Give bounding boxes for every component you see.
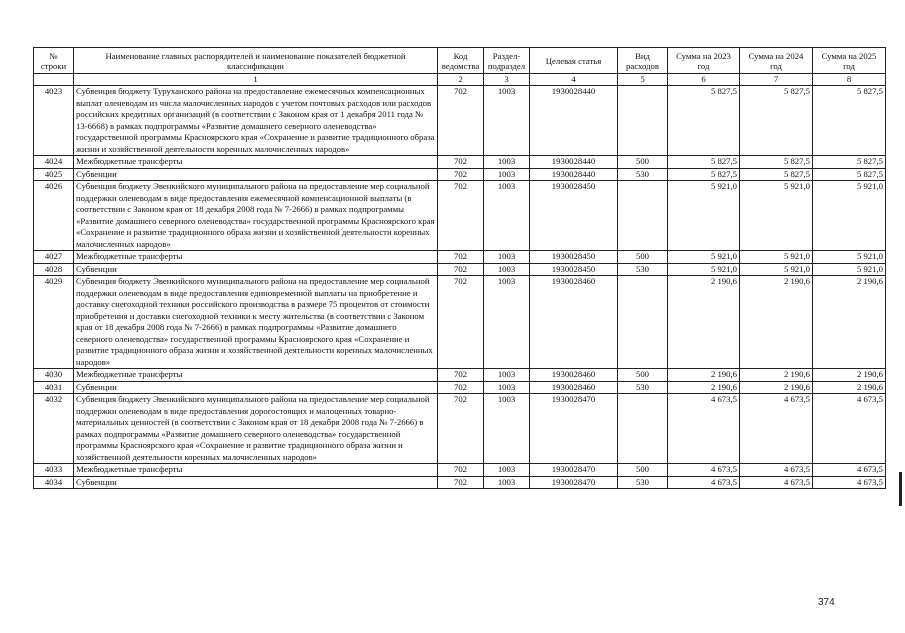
sum-2023-cell: 5 827,5 <box>668 156 740 169</box>
sum-2024-cell: 4 673,5 <box>740 394 813 464</box>
scan-edge-mark <box>899 472 902 506</box>
sum-2025-cell: 2 190,6 <box>813 381 886 394</box>
expense-type-cell: 500 <box>618 156 668 169</box>
table-row <box>34 156 886 169</box>
table-row <box>34 381 886 394</box>
row-name-cell: Субвенция бюджету Туруханского района на предоставление ежемесячных компенсационных выплат оленеводам из числа малочисленных народов с учетом почтовых расходов или расходов российских кредитных организаций (в соответствии с Законом края от 1 декабря 2011 года № 13-6668) в рамках подпрограммы «Развитие домашнего северного оленеводства» государственной программы Красноярского края «Сохранение и развитие традиционного образа жизни и хозяйственной деятельности коренных малочисленных народов» <box>74 86 438 156</box>
row-number-cell: 4031 <box>34 381 74 394</box>
row-number-cell: 4026 <box>34 181 74 251</box>
expense-type-cell: 530 <box>618 381 668 394</box>
row-number-cell: 4029 <box>34 276 74 369</box>
row-number-cell: 4032 <box>34 394 74 464</box>
department-code-cell: 702 <box>438 181 484 251</box>
section-code-cell: 1003 <box>484 369 530 382</box>
section-code-cell: 1003 <box>484 181 530 251</box>
expense-type-cell: 500 <box>618 251 668 264</box>
target-article-cell: 1930028460 <box>530 381 618 394</box>
sum-2023-cell: 2 190,6 <box>668 369 740 382</box>
target-article-cell: 1930028450 <box>530 251 618 264</box>
row-number-cell: 4023 <box>34 86 74 156</box>
sum-2025-cell: 4 673,5 <box>813 476 886 489</box>
department-code-cell: 702 <box>438 464 484 477</box>
row-number-cell: 4033 <box>34 464 74 477</box>
row-name-cell: Межбюджетные трансферты <box>74 251 438 264</box>
table-body <box>34 86 886 489</box>
sum-2023-cell: 5 921,0 <box>668 251 740 264</box>
sum-2025-cell: 4 673,5 <box>813 464 886 477</box>
row-number-cell: 4027 <box>34 251 74 264</box>
header-name: Наименование главных распорядителей и наименование показателей бюджетной классификации <box>74 48 438 74</box>
sum-2023-cell: 5 921,0 <box>668 181 740 251</box>
header-sum-2025: Сумма на 2025 год <box>813 48 886 74</box>
row-name-cell: Субвенции <box>74 263 438 276</box>
table-row <box>34 394 886 464</box>
expense-type-cell <box>618 86 668 156</box>
table-row <box>34 263 886 276</box>
sum-2023-cell: 4 673,5 <box>668 394 740 464</box>
row-number-cell: 4034 <box>34 476 74 489</box>
section-code-cell: 1003 <box>484 156 530 169</box>
table-row <box>34 476 886 489</box>
expense-type-cell: 530 <box>618 263 668 276</box>
sum-2025-cell: 5 921,0 <box>813 263 886 276</box>
row-number-cell: 4024 <box>34 156 74 169</box>
column-number <box>34 74 74 86</box>
section-code-cell: 1003 <box>484 263 530 276</box>
expense-type-cell: 500 <box>618 464 668 477</box>
target-article-cell: 1930028440 <box>530 156 618 169</box>
target-article-cell: 1930028450 <box>530 263 618 276</box>
sum-2025-cell: 5 921,0 <box>813 181 886 251</box>
sum-2024-cell: 2 190,6 <box>740 381 813 394</box>
column-number: 7 <box>740 74 813 86</box>
sum-2024-cell: 4 673,5 <box>740 476 813 489</box>
header-sum-2023: Сумма на 2023 год <box>668 48 740 74</box>
target-article-cell: 1930028460 <box>530 369 618 382</box>
expense-type-cell: 500 <box>618 369 668 382</box>
expense-type-cell <box>618 181 668 251</box>
row-name-cell: Межбюджетные трансферты <box>74 369 438 382</box>
row-number-cell: 4030 <box>34 369 74 382</box>
sum-2023-cell: 5 827,5 <box>668 86 740 156</box>
target-article-cell: 1930028460 <box>530 276 618 369</box>
target-article-cell: 1930028470 <box>530 464 618 477</box>
row-number-cell: 4028 <box>34 263 74 276</box>
table-row <box>34 86 886 156</box>
table-row <box>34 181 886 251</box>
target-article-cell: 1930028440 <box>530 86 618 156</box>
row-name-cell: Субвенция бюджету Эвенкийского муниципального района на предоставление мер социальной поддержки оленеводам в виде предоставления дорогостоящих и малоценных товарно-материальных ценностей (в соответствии с Законом края от 18 декабря 2008 года № 7-2666) в рамках подпрограммы «Развитие домашнего северного оленеводства» государственной программы Красноярского края «Сохранение и развитие традиционного образа жизни и хозяйственной деятельности коренных малочисленных народов» <box>74 394 438 464</box>
sum-2023-cell: 2 190,6 <box>668 381 740 394</box>
department-code-cell: 702 <box>438 86 484 156</box>
page-number: 374 <box>818 597 835 608</box>
column-number: 1 <box>74 74 438 86</box>
column-number: 3 <box>484 74 530 86</box>
sum-2025-cell: 5 827,5 <box>813 168 886 181</box>
target-article-cell: 1930028440 <box>530 168 618 181</box>
sum-2025-cell: 5 827,5 <box>813 86 886 156</box>
header-row-number: № строки <box>34 48 74 74</box>
department-code-cell: 702 <box>438 394 484 464</box>
row-name-cell: Межбюджетные трансферты <box>74 156 438 169</box>
section-code-cell: 1003 <box>484 394 530 464</box>
sum-2023-cell: 2 190,6 <box>668 276 740 369</box>
table-row <box>34 168 886 181</box>
table-row <box>34 251 886 264</box>
section-code-cell: 1003 <box>484 251 530 264</box>
department-code-cell: 702 <box>438 476 484 489</box>
row-name-cell: Субвенции <box>74 381 438 394</box>
sum-2024-cell: 4 673,5 <box>740 464 813 477</box>
column-number: 4 <box>530 74 618 86</box>
budget-table <box>33 47 886 489</box>
section-code-cell: 1003 <box>484 464 530 477</box>
table-row <box>34 369 886 382</box>
expense-type-cell: 530 <box>618 168 668 181</box>
row-name-cell: Субвенция бюджету Эвенкийского муниципального района на предоставление мер социальной поддержки оленеводам в виде предоставления единовременной выплаты на приобретение и доставку снегоходной техники российского производства в размере 75 процентов от стоимости приобретения и доставки снегоходной техники к месту жительства (в соответствии с Законом края от 18 декабря 2008 года № 7-2666) в рамках подпрограммы «Развитие домашнего северного оленеводства» государственной программы Красноярского края «Сохранение и развитие традиционного образа жизни и хозяйственной деятельности коренных малочисленных народов» <box>74 276 438 369</box>
header-department-code: Код ведомства <box>438 48 484 74</box>
target-article-cell: 1930028470 <box>530 394 618 464</box>
expense-type-cell: 530 <box>618 476 668 489</box>
sum-2024-cell: 2 190,6 <box>740 369 813 382</box>
table-row <box>34 276 886 369</box>
target-article-cell: 1930028450 <box>530 181 618 251</box>
section-code-cell: 1003 <box>484 276 530 369</box>
column-number-row <box>34 74 886 86</box>
sum-2025-cell: 5 921,0 <box>813 251 886 264</box>
sum-2025-cell: 2 190,6 <box>813 276 886 369</box>
budget-table-sheet <box>33 47 885 489</box>
sum-2024-cell: 5 921,0 <box>740 263 813 276</box>
sum-2024-cell: 5 921,0 <box>740 251 813 264</box>
department-code-cell: 702 <box>438 381 484 394</box>
sum-2024-cell: 5 921,0 <box>740 181 813 251</box>
table-row <box>34 464 886 477</box>
column-number: 5 <box>618 74 668 86</box>
sum-2025-cell: 4 673,5 <box>813 394 886 464</box>
table-header-row <box>34 48 886 74</box>
section-code-cell: 1003 <box>484 381 530 394</box>
row-name-cell: Субвенции <box>74 476 438 489</box>
department-code-cell: 702 <box>438 251 484 264</box>
expense-type-cell <box>618 394 668 464</box>
department-code-cell: 702 <box>438 276 484 369</box>
row-number-cell: 4025 <box>34 168 74 181</box>
header-sum-2024: Сумма на 2024 год <box>740 48 813 74</box>
sum-2023-cell: 4 673,5 <box>668 476 740 489</box>
row-name-cell: Субвенции <box>74 168 438 181</box>
sum-2023-cell: 4 673,5 <box>668 464 740 477</box>
department-code-cell: 702 <box>438 168 484 181</box>
header-expense-type: Вид расходов <box>618 48 668 74</box>
sum-2023-cell: 5 921,0 <box>668 263 740 276</box>
sum-2025-cell: 2 190,6 <box>813 369 886 382</box>
row-name-cell: Межбюджетные трансферты <box>74 464 438 477</box>
sum-2024-cell: 5 827,5 <box>740 86 813 156</box>
row-name-cell: Субвенция бюджету Эвенкийского муниципального района на предоставление мер социальной поддержки оленеводам в виде предоставления ежемесячной компенсационной выплаты (в соответствии с Законом края от 18 декабря 2008 года № 7-2666) в рамках подпрограммы «Развитие домашнего северного оленеводства» государственной программы Красноярского края «Сохранение и развитие традиционного образа жизни и хозяйственной деятельности коренных малочисленных народов» <box>74 181 438 251</box>
sum-2024-cell: 2 190,6 <box>740 276 813 369</box>
header-target-article: Целевая статья <box>530 48 618 74</box>
sum-2024-cell: 5 827,5 <box>740 168 813 181</box>
section-code-cell: 1003 <box>484 86 530 156</box>
sum-2025-cell: 5 827,5 <box>813 156 886 169</box>
target-article-cell: 1930028470 <box>530 476 618 489</box>
column-number: 8 <box>813 74 886 86</box>
expense-type-cell <box>618 276 668 369</box>
header-section: Раздел-подраздел <box>484 48 530 74</box>
section-code-cell: 1003 <box>484 168 530 181</box>
department-code-cell: 702 <box>438 369 484 382</box>
column-number: 2 <box>438 74 484 86</box>
section-code-cell: 1003 <box>484 476 530 489</box>
column-number: 6 <box>668 74 740 86</box>
sum-2023-cell: 5 827,5 <box>668 168 740 181</box>
department-code-cell: 702 <box>438 156 484 169</box>
sum-2024-cell: 5 827,5 <box>740 156 813 169</box>
department-code-cell: 702 <box>438 263 484 276</box>
